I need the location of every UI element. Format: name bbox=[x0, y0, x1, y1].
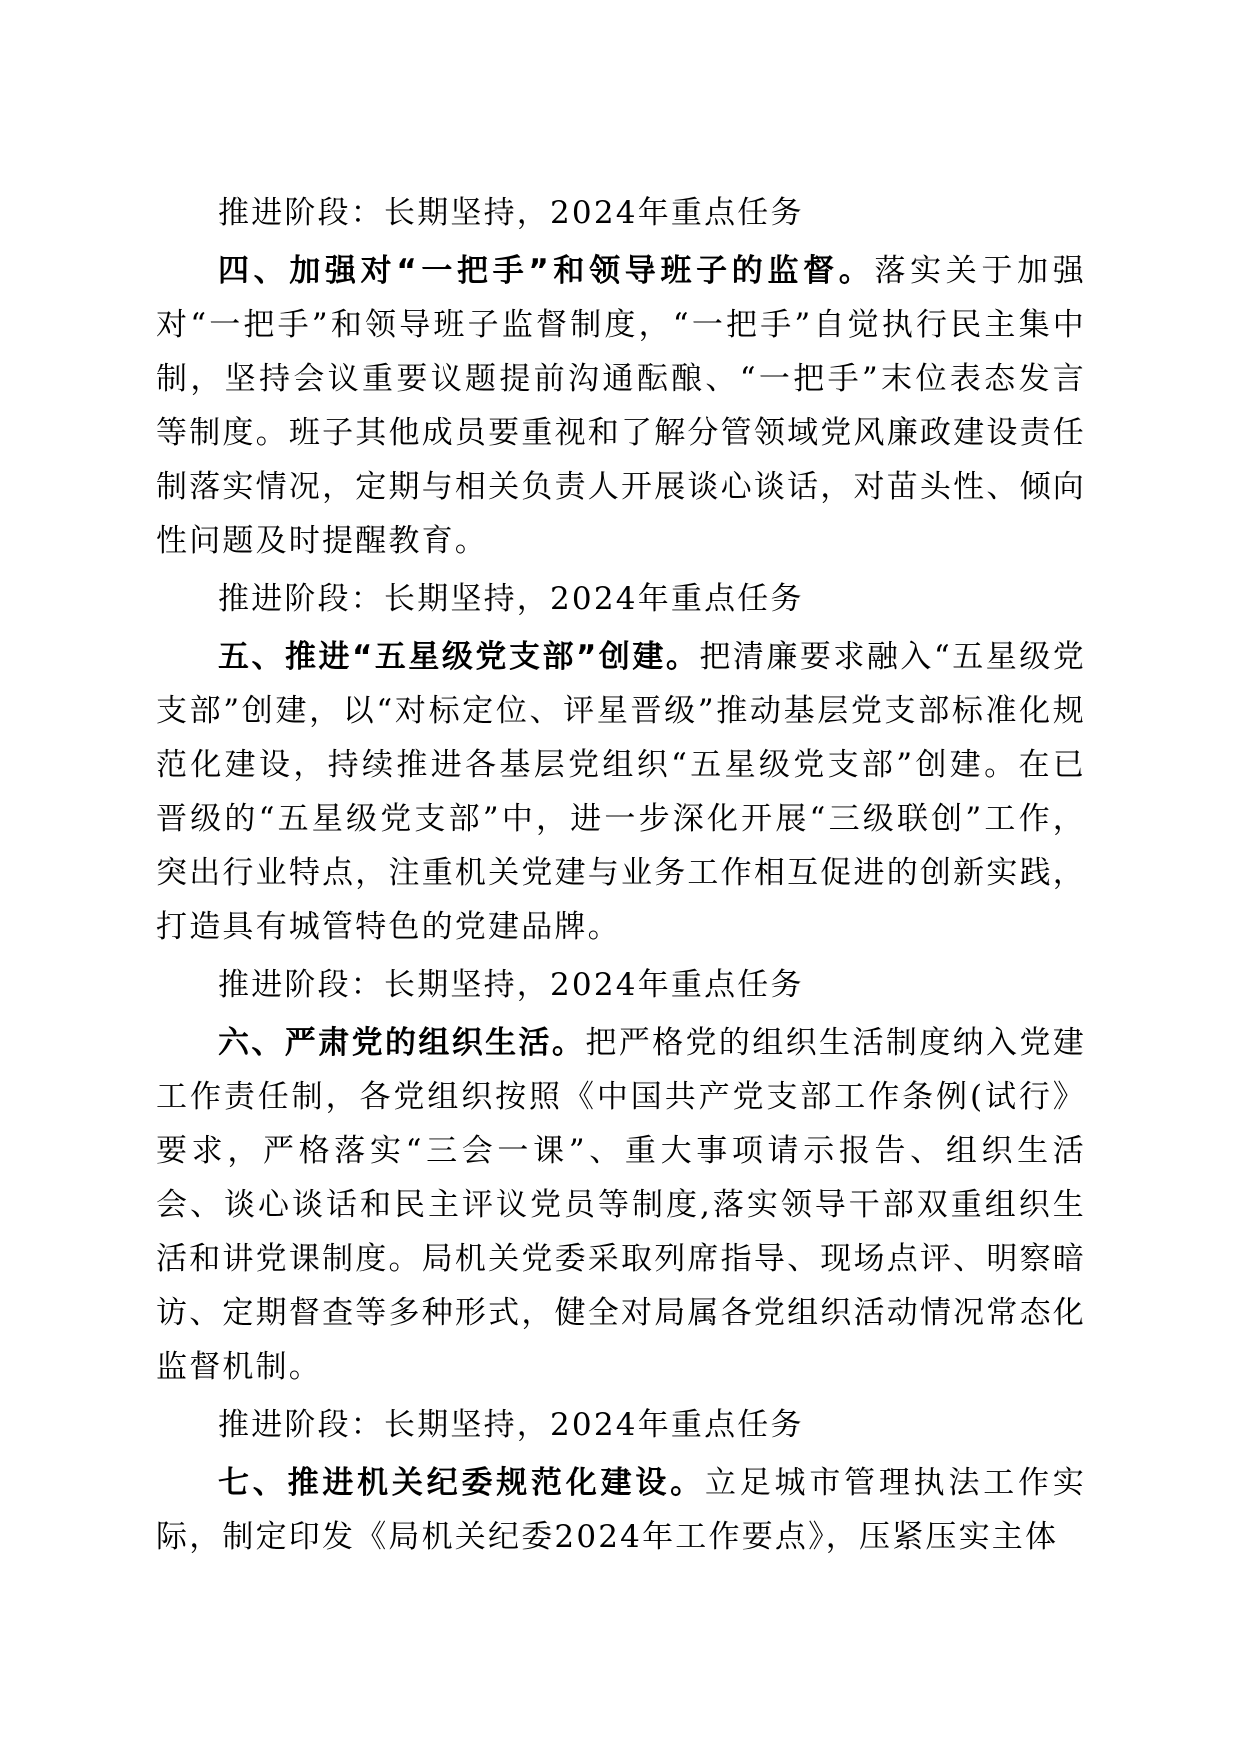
section-heading: 四、加强对“一把手”和领导班子的监督。 bbox=[218, 253, 875, 289]
document-page bbox=[156, 186, 1086, 1564]
section-body: 立足城市管理执法工作实际，制定印发《局机关纪委2024年工作要点》，压紧压实主体 bbox=[156, 1465, 1086, 1555]
section-four bbox=[156, 244, 1086, 568]
stage-line: 推进阶段：长期坚持，2024年重点任务 bbox=[218, 967, 804, 1003]
section-heading: 五、推进“五星级党支部”创建。 bbox=[218, 639, 700, 675]
section-six bbox=[156, 1016, 1086, 1394]
section-heading: 六、严肃党的组织生活。 bbox=[218, 1025, 586, 1061]
stage-line: 推进阶段：长期坚持，2024年重点任务 bbox=[218, 581, 804, 617]
section-body: 落实关于加强对“一把手”和领导班子监督制度，“一把手”自觉执行民主集中制，坚持会议重要议题提前沟通酝酿、“一把手”末位表态发言等制度。班子其他成员要重视和了解分管领域党风廉政建设责任制落实情况，定期与相关负责人开展谈心谈话，对苗头性、倾向性问题及时提醒教育。 bbox=[156, 253, 1086, 559]
section-heading: 七、推进机关纪委规范化建设。 bbox=[218, 1465, 705, 1501]
section-body: 把清廉要求融入“五星级党支部”创建，以“对标定位、评星晋级”推动基层党支部标准化规范化建设，持续推进各基层党组织“五星级党支部”创建。在已晋级的“五星级党支部”中，进一步深化开展“三级联创”工作，突出行业特点，注重机关党建与业务工作相互促进的创新实践，打造具有城管特色的党建品牌。 bbox=[156, 639, 1087, 945]
section-body: 把严格党的组织生活制度纳入党建工作责任制，各党组织按照《中国共产党支部工作条例(试行》要求，严格落实“三会一课”、重大事项请示报告、组织生活会、谈心谈话和民主评议党员等制度,落实领导干部双重组织生活和讲党课制度。局机关党委采取列席指导、现场点评、明察暗访、定期督查等多种形式，健全对局属各党组织活动情况常态化监督机制。 bbox=[156, 1025, 1086, 1385]
section-seven bbox=[156, 1456, 1086, 1564]
section-five bbox=[156, 630, 1086, 954]
stage-line: 推进阶段：长期坚持，2024年重点任务 bbox=[218, 1407, 804, 1443]
stage-line: 推进阶段：长期坚持，2024年重点任务 bbox=[218, 195, 804, 231]
